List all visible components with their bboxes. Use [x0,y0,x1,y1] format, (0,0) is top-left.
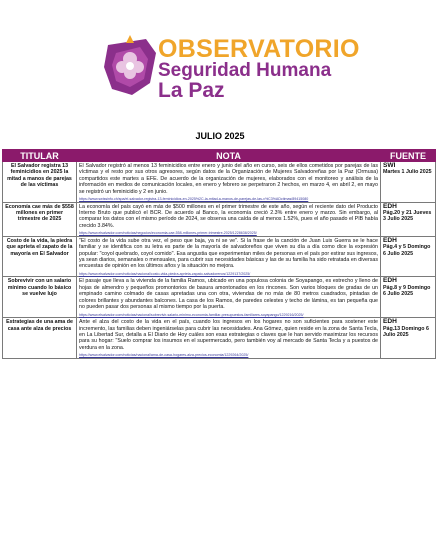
nota-text: Ante el alza del costo de la vida en el país, cuando los ingresos en los hogares no son suficientes para sostener este incremento, las familias deben ingeniárselas para cubrir las necesidades. Ana Gómez, quien reside en la zona de Santa Tecla, en La Libertad Sur, detalla a El Diario de Hoy cuáles son esas estrategias o claves que le han servido maximizar los recursos para su hogar: "Suelo comprar los insumos en el supermercado, pero también voy al mercado de Santa Tecla y a puestos de verdura en la zona. [79,319,378,351]
table-row [3,202,436,236]
row-nota [77,162,381,203]
fuente-date: Pág.20 y 21 Jueves 3 Julio 2025 [383,210,432,223]
table-header-row [3,150,436,162]
table-row [3,236,436,277]
report-header [0,0,440,128]
row-titular: Economía cae más de $558 millones en primer trimestre de 2025 [3,202,77,236]
nota-text: "El costo de la vida sube otra vez, el peso que baja, ya ni se ve". Si la frase de la canción de Juan Luis Guerra se le hace familiar y se identifica con su letra es parte de la mayoría de salvadoreños que viven su día a día como dice la expresión popular: "coyol quebrado, coyol comido". Esa angustia que experimentan miles de personas en el país por estirar sus ingresos, ya sean diarios, semanales o mensuales, para cubrir sus necesidades básicas y las de su familia ha sido retratada en diversas encuestas de opinión en los últimos años y la situación no mejora. [79,237,378,270]
fuente-source: EDH [383,202,397,210]
la-paz-subtitle: La Paz [158,79,225,102]
nota-link[interactable]: https://www.elsalvador.com/noticias/negocios/economia-cae-558-millones-primer-trimestre-2025/1228638/2025/ [79,231,257,236]
table-row [3,318,436,359]
nota-text: El pasaje que lleva a la vivienda de la familia Ramos, ubicado en una populosa colonia de Soyapango, es estrecho y lleno de hojas de almendro y pequeños promontorios de basura amontonados en los rincones. Son varios bloques de gradas de un empinado camino colmado de casas apretadas una con otra, viviendas de no más de 80 metros cuadrados, pintadas de colores brillantes y abundantes balcones. La casa de los Ramos, de paredes celestes y techo de lámina, es tan pequeña que no pueden pasar dos personas al mismo tiempo por la puerta. [79,278,378,311]
fuente-source: EDH [383,236,397,244]
nota-text: El Salvador registró al menos 13 feminicidios entre enero y junio del año en curso, seis de ellos cometidos por parejas de las víctimas y el resto por sus otros agresores, según datos de la Organización de Mujeres Salvadoreñas por la Paz (Ormusa) compartidos este martes a EFE. De acuerdo de la organización de mujeres, elaborados con el monitoreo y análisis de la información en medios de comunicación locales, en enero y febrero se perpetraron 2 hechos, en marzo 4, en abril 2, en mayo se registró un feminicidio y 2 en junio. [79,163,378,195]
seguridad-humana-subtitle: Seguridad Humana [158,60,332,81]
nota-text: La economía del país cayó en más de $500 millones en el primer trimestre de este año, según el reciente dato del Producto Interno Bruto que publicó el BCR. De acuerdo al Banco, la economía creció 2.3% entre enero y marzo. Sin embargo, al comparar los datos con el mismo período de 2024, se observa una caída de al menos 1.52%, pues el año pasado el PIB había crecido 3.84%. [79,203,378,229]
row-titular: Costo de la vida, la piedra que aprieta el zapato de la mayoría en El Salvador [3,236,77,277]
table-row [3,277,436,318]
column-header-fuente: FUENTE [381,150,436,162]
column-header-nota: NOTA [77,150,381,162]
row-nota [77,236,381,277]
observatorio-title: OBSERVATORIO [158,35,360,63]
row-nota [77,277,381,318]
report-month: JULIO 2025 [195,131,245,141]
row-titular: Estrategias de una ama de casa ante alza de precios [3,318,77,359]
fuente-source: SWI [383,162,396,169]
column-header-titular: TITULAR [3,150,77,162]
row-titular: El Salvador registra 13 feminicidios en 2025 la mitad a manos de parejas de las víctimas [3,162,77,203]
nota-link[interactable]: https://www.elsalvador.com/noticias/nacional/sobrevivir-salario-minimo-economia-familiar-presupuestos-familiares-soyapango/1229216/2025/ [79,312,304,317]
row-nota [77,318,381,359]
news-table [2,149,436,359]
fuente-source: EDH [383,277,397,285]
row-fuente [381,162,436,203]
row-fuente [381,236,436,277]
fuente-date: Pág.13 Domingo 6 Julio 2025 [383,325,429,338]
table-row [3,162,436,203]
observatorio-logo-icon [100,33,160,99]
row-nota [77,202,381,236]
fuente-date: Martes 1 Julio 2025 [383,169,432,176]
fuente-date: Pág.4 y 5 Domingo 6 Julio 2025 [383,244,431,257]
nota-link[interactable]: https://www.swissinfo.ch/spa/el-salvador-registra-13-feminicidios-en-2025%2C-la-mitad-a-manos-de-parejas-de-las-v%C3%ADctimas/89415080 [79,197,309,202]
fuente-source: EDH [383,318,397,326]
fuente-date: Pág.8 y 9 Domingo 6 Julio 2025 [383,284,431,298]
nota-link[interactable]: https://www.elsalvador.com/noticias/nacional/costo-vida-piedra-aprieta-zapato-salvadorenos/1229137/2025/ [79,271,251,276]
row-fuente [381,318,436,359]
row-fuente [381,277,436,318]
nota-link[interactable]: https://www.elsalvador.com/noticias/nacional/ama-de-casa-hogares-alza-precios-economia/1229264/2025/ [79,353,249,358]
row-titular: Sobrevivir con un salario mínimo cuando lo básico se vuelve lujo [3,277,77,318]
row-fuente [381,202,436,236]
